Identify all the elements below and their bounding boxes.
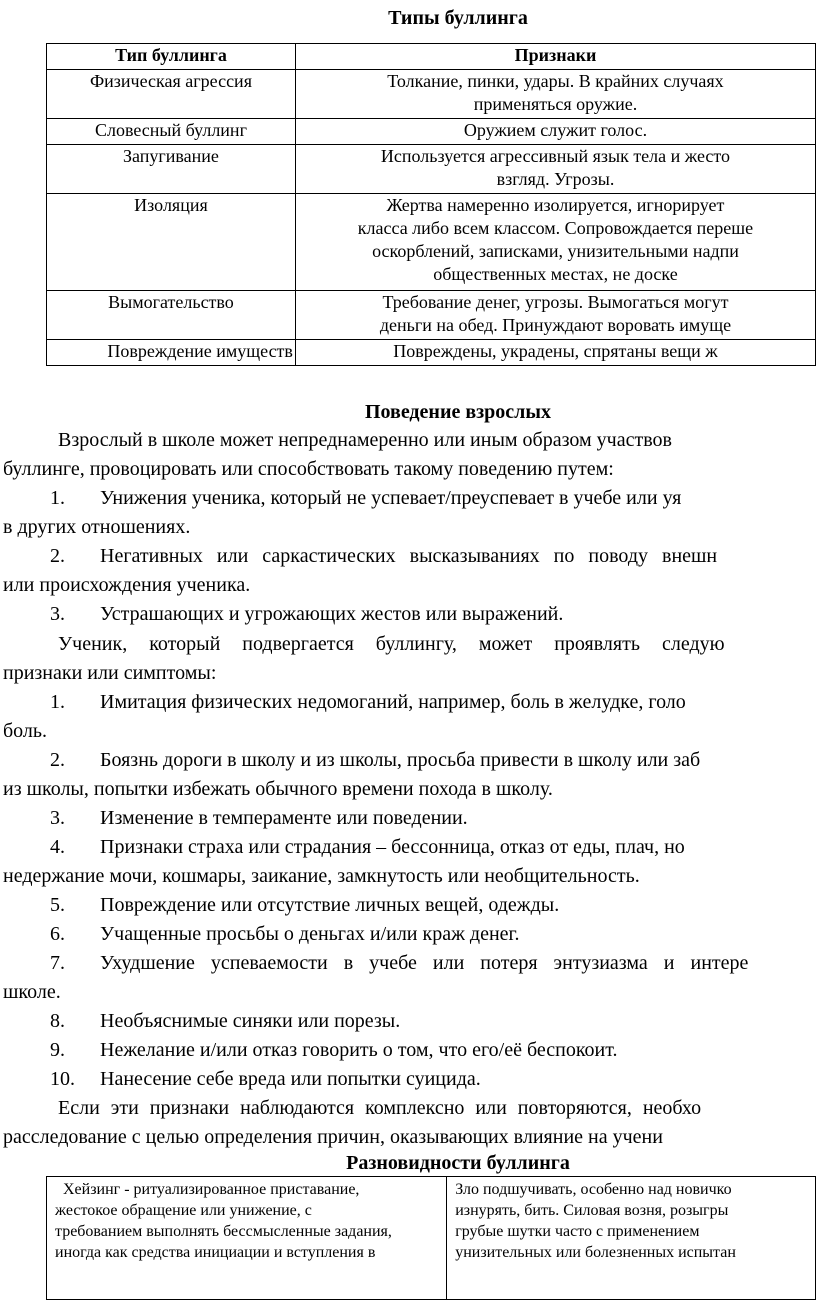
table-row: [47, 340, 816, 366]
row-type: Изоляция: [47, 194, 296, 291]
intro-line: Взрослый в школе может непреднамеренно или иным образом участвов: [58, 429, 672, 451]
list-number: 8.: [50, 1010, 65, 1032]
table-row: [47, 194, 816, 291]
table-header-row: [47, 44, 816, 70]
list-number: 6.: [50, 923, 65, 945]
list-number: 2.: [50, 749, 65, 771]
hazing-cell: Хейзинг - ритуализированное приставание, жестокое обращение или унижение, с требованием выполнять бессмысленные задания, иногда как средства инициации и вступления в: [47, 1177, 447, 1300]
row-signs: Используется агрессивный язык тела и жесто взгляд. Угрозы.: [295, 145, 815, 194]
list-item: Унижения ученика, который не успевает/преуспевает в учебе или уя: [100, 487, 682, 509]
hazing-description-cell: Зло подшучивать, особенно над новичко изнурять, бить. Силовая возня, розыгры грубые шутки часто с применением унизительных или болезненных испытан: [447, 1177, 816, 1300]
header-signs: Признаки: [295, 44, 815, 70]
row-type: Вымогательство: [47, 291, 296, 340]
list-item: Изменение в темпераменте или поведении.: [100, 807, 468, 829]
title-types: Типы буллинга: [388, 7, 528, 29]
intro-line: буллинге, провоцировать или способствовать такому поведению путем:: [3, 458, 614, 480]
title-kinds: Разновидности буллинга: [346, 1152, 570, 1174]
list-number: 9.: [50, 1039, 65, 1061]
bullying-types-table: [46, 43, 816, 366]
list-number: 3.: [50, 807, 65, 829]
list-item-cont: боль.: [3, 720, 48, 742]
bullying-kinds-table: [46, 1176, 816, 1300]
row-signs: Толкание, пинки, удары. В крайних случаях применяться оружие.: [295, 70, 815, 119]
list-item: Ухудшение успеваемости в учебе или потеря энтузиазма и интере: [100, 952, 749, 974]
list-item: Учащенные просьбы о деньгах и/или краж денег.: [100, 923, 520, 945]
conclusion-line: расследование с целью определения причин, оказывающих влияние на учени: [3, 1126, 663, 1148]
row-type: Физическая агрессия: [47, 70, 296, 119]
student-intro-line: Ученик, который подвергается буллингу, может проявлять следую: [58, 633, 725, 655]
list-item-cont: или происхождения ученика.: [3, 574, 251, 596]
list-item: Нанесение себе вреда или попытки суицида.: [100, 1068, 481, 1090]
header-type: Тип буллинга: [47, 44, 296, 70]
list-item: Признаки страха или страдания – бессонница, отказ от еды, плач, но: [100, 836, 685, 858]
table-row: [47, 291, 816, 340]
list-item: Боязнь дороги в школу и из школы, просьба привести в школу или заб: [100, 749, 701, 771]
row-type: Повреждение имуществ: [47, 340, 296, 366]
list-number: 1.: [50, 487, 65, 509]
list-item-cont: недержание мочи, кошмары, заикание, замкнутость или необщительность.: [3, 865, 640, 887]
list-item-cont: школе.: [3, 981, 61, 1003]
list-number: 7.: [50, 952, 65, 974]
row-signs: Требование денег, угрозы. Вымогаться могут деньги на обед. Принуждают воровать имуще: [295, 291, 815, 340]
table-row: [47, 119, 816, 145]
list-number: 2.: [50, 545, 65, 567]
list-item: Имитация физических недомоганий, например, боль в желудке, голо: [100, 691, 686, 713]
table-row: [47, 70, 816, 119]
list-item: Повреждение или отсутствие личных вещей, одежды.: [100, 894, 560, 916]
list-item-cont: из школы, попытки избежать обычного времени похода в школу.: [3, 778, 553, 800]
list-number: 4.: [50, 836, 65, 858]
list-number: 1.: [50, 691, 65, 713]
student-intro-line: признаки или симптомы:: [3, 662, 217, 684]
row-signs: Жертва намеренно изолируется, игнорирует класса либо всем классом. Сопровождается переше оскорблений, записками, унизительными надпи общественных местах, не доске: [295, 194, 815, 291]
conclusion-line: Если эти признаки наблюдаются комплексно или повторяются, необхо: [58, 1097, 702, 1119]
title-adults: Поведение взрослых: [364, 401, 552, 423]
list-item: Необъяснимые синяки или порезы.: [100, 1010, 401, 1032]
list-number: 3.: [50, 603, 65, 625]
row-type: Запугивание: [47, 145, 296, 194]
list-number: 10.: [50, 1068, 75, 1090]
list-item: Устрашающих и угрожающих жестов или выражений.: [100, 603, 564, 625]
table-row: [47, 1177, 816, 1300]
row-signs: Оружием служит голос.: [295, 119, 815, 145]
row-signs: Повреждены, украдены, спрятаны вещи ж: [295, 340, 815, 366]
list-item-cont: в других отношениях.: [3, 516, 191, 538]
table-row: [47, 145, 816, 194]
list-number: 5.: [50, 894, 65, 916]
list-item: Негативных или саркастических высказываниях по поводу внешн: [100, 545, 718, 567]
row-type: Словесный буллинг: [47, 119, 296, 145]
list-item: Нежелание и/или отказ говорить о том, что его/её беспокоит.: [100, 1039, 618, 1061]
